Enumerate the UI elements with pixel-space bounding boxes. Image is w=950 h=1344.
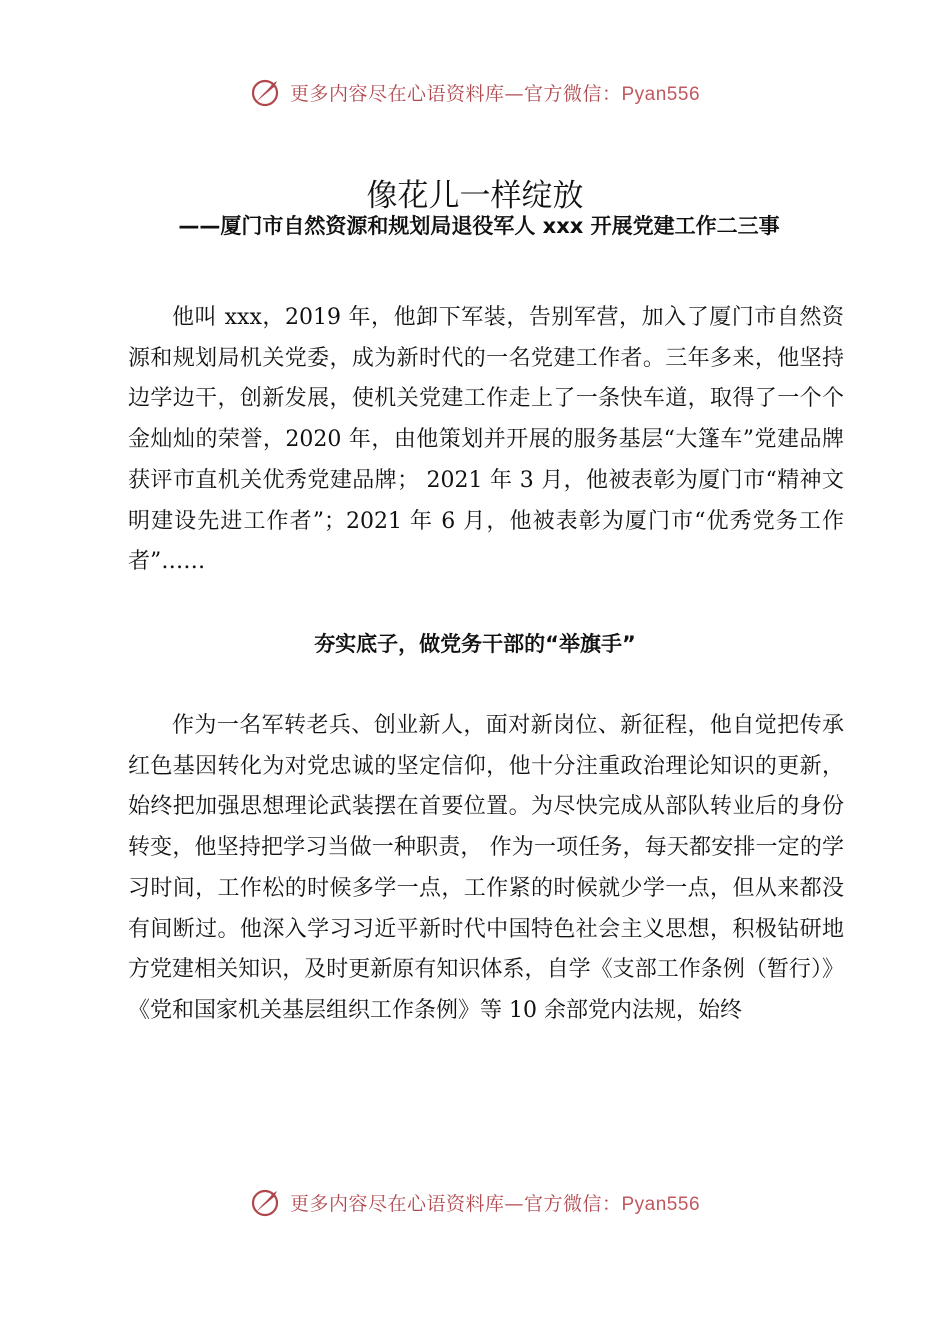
- banner-text-cn: 更多内容尽在心语资料库—官方微信：: [289, 1192, 622, 1215]
- body-paragraph-2: 作为一名军转老兵、创业新人，面对新岗位、新征程，他自觉把传承红色基因转化为对党忠诚的坚定信仰，他十分注重政治理论知识的更新，始终把加强思想理论武装摆在首要位置。为尽快完成从部队转业后的身份转变，他坚持把学习当做一种职责， 作为一项任务，每天都安排一定的学习时间，工作松的时候多学一点，工作紧的时候就少学一点，但从来都没有间断过。他深入学习习近平新时代中国特色社会主义思想，积极钻研地方党建相关知识，及时更新原有知识体系，自学《支部工作条例（暂行）》《党和国家机关基层组织工作条例》等 10 余部党内法规，始终: [128, 713, 844, 1023]
- banner-wechat-id: Pyan556: [621, 83, 701, 105]
- quill-pen-icon: [250, 76, 282, 108]
- page-subtitle: ——厦门市自然资源和规划局退役军人 xxx 开展党建工作二三事: [178, 214, 780, 238]
- header-banner: [0, 72, 950, 112]
- banner-text: [290, 1189, 700, 1216]
- quill-pen-icon: [250, 1186, 282, 1218]
- footer-banner: [0, 1182, 950, 1222]
- section-heading: 夯实底子，做党务干部的“举旗手”: [314, 632, 636, 656]
- banner-text-cn: 更多内容尽在心语资料库—官方微信：: [289, 82, 622, 105]
- banner-wechat-id: Pyan556: [621, 1193, 701, 1215]
- body-paragraph-1: 他叫 xxx，2019 年，他卸下军装，告别军营，加入了厦门市自然资源和规划局机关党委，成为新时代的一名党建工作者。三年多来，他坚持边学边干，创新发展，使机关党建工作走上了一条快车道，取得了一个个金灿灿的荣誉，2020 年，由他策划并开展的服务基层“大篷车”党建品牌获评市直机关优秀党建品牌； 2021 年 3 月，他被表彰为厦门市“精神文明建设先进工作者”；2021 年 6 月，他被表彰为厦门市“优秀党务工作者”……: [128, 305, 844, 575]
- page-title: 像花儿一样绽放: [366, 178, 584, 214]
- banner-text: [290, 79, 700, 106]
